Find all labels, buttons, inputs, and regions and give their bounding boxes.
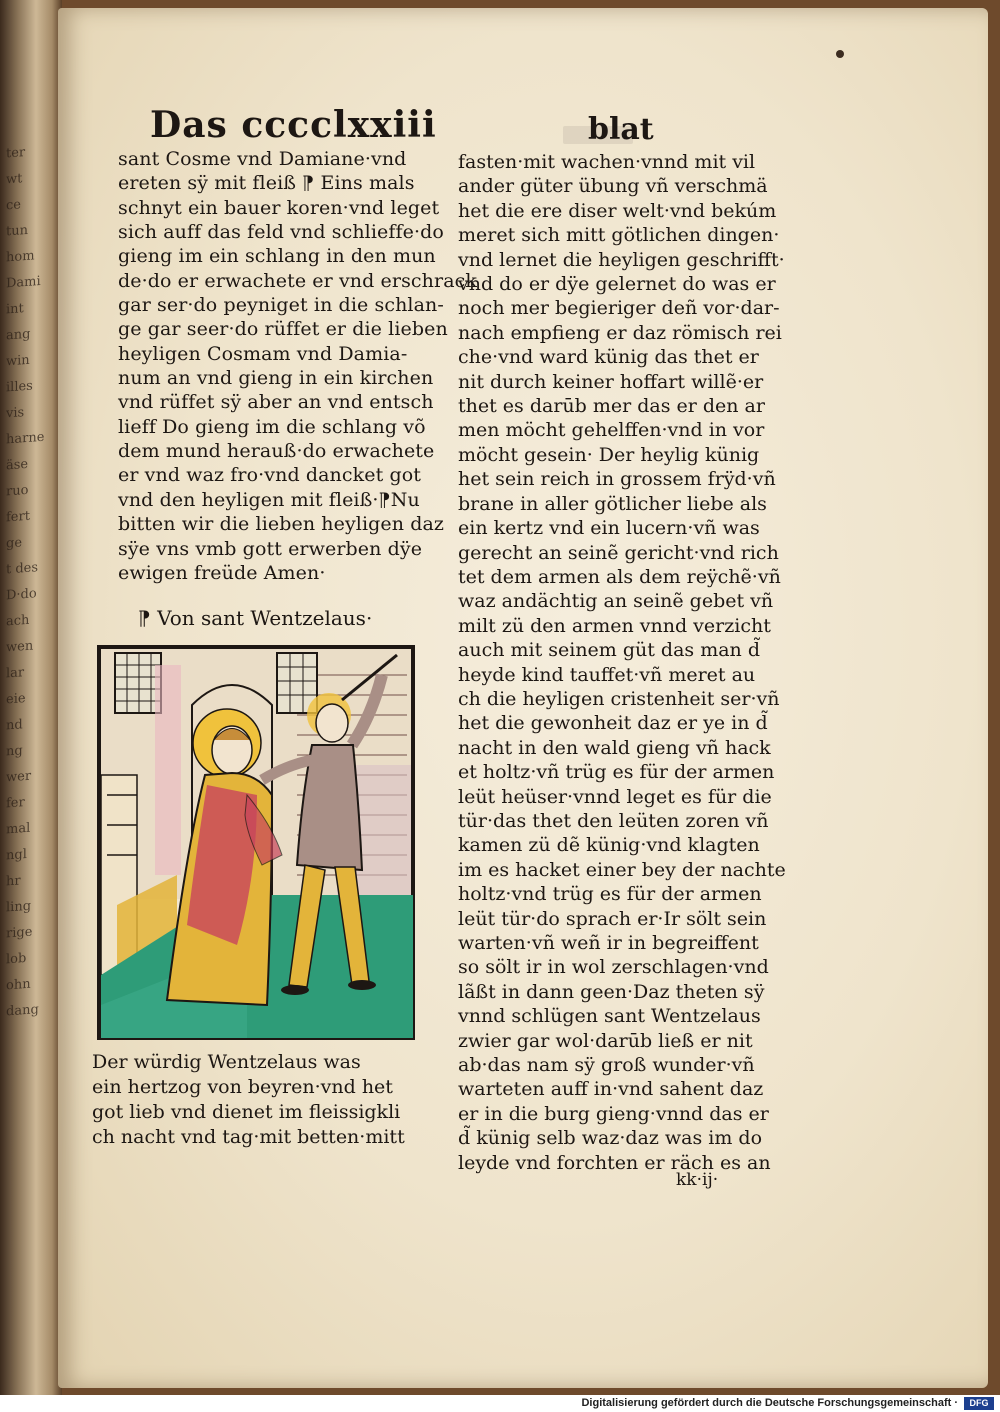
margin-fragment: ce — [6, 197, 21, 214]
text-line: gar ser·do peyniget in die schlan- — [118, 294, 444, 317]
margin-fragment: fert — [6, 508, 30, 526]
margin-fragment: nd — [6, 717, 23, 734]
text-line: warteten auff in·vnd sahent daz — [458, 1078, 764, 1101]
text-line: leüt heüser·vnnd leget es für die — [458, 785, 772, 808]
text-line: sich auff das feld vnd schlieffe·do — [118, 221, 444, 244]
text-line: im es hacket einer bey der nachte — [458, 858, 786, 881]
signature-mark: kk·ij· — [676, 1170, 719, 1190]
text-line: er vnd waz fro·vnd dancket got — [118, 464, 421, 487]
text-line: lãßt in dann geen·Daz theten sÿ — [458, 980, 765, 1003]
text-line: de·do er erwachete er vnd erschrack — [118, 269, 477, 292]
text-line: auch mit seinem güt das man d̃ — [458, 639, 760, 662]
left-text-column — [118, 147, 477, 585]
text-line: num an vnd gieng in ein kirchen — [118, 367, 434, 390]
text-line: brane in aller götlicher liebe als — [458, 492, 767, 515]
text-line: vnnd schlügen sant Wentzelaus — [458, 1005, 761, 1028]
text-line: holtz·vnd trüg es für der armen — [458, 883, 762, 906]
text-line: d̃ künig selb waz·daz was im do — [458, 1127, 763, 1150]
text-line: bitten wir die lieben heyligen daz — [118, 513, 445, 536]
text-line: lieff Do gieng im die schlang võ — [118, 415, 426, 438]
margin-fragment: int — [6, 301, 24, 318]
margin-fragment: dang — [6, 1002, 39, 1020]
text-line: leyde vnd forchten er räch es an — [458, 1151, 771, 1174]
section-heading: ⁋ Von sant Wentzelaus· — [138, 606, 373, 630]
margin-fragment: lar — [6, 665, 25, 682]
margin-fragment: win — [6, 352, 30, 370]
margin-fragment: ohn — [6, 976, 31, 994]
margin-fragment: eie — [6, 691, 26, 708]
margin-fragment: ter — [6, 145, 26, 162]
text-line: sÿe vns vmb gott erwerben dÿe — [118, 537, 423, 560]
margin-fragment: ruo — [6, 482, 29, 500]
text-line: möcht gesein· Der heylig künig — [458, 443, 760, 466]
margin-fragment: ang — [6, 326, 31, 344]
text-line: thet es darūb mer das er den ar — [458, 395, 765, 418]
margin-fragment: illes — [6, 378, 33, 396]
margin-fragment: ge — [6, 535, 23, 552]
text-line: ereten sÿ mit fleiß ⁋ Eins mals — [118, 172, 415, 195]
margin-fragment: D·do — [6, 586, 37, 604]
text-line: het die ere diser welt·vnd bekúm — [458, 199, 777, 222]
text-line: ein kertz vnd ein lucern·vñ was — [458, 517, 760, 540]
text-line: kamen zü dẽ künig·vnd klagten — [458, 834, 760, 857]
margin-fragment: t des — [6, 560, 39, 578]
running-header-blat: blat — [588, 112, 654, 147]
text-line: nacht in den wald gieng vñ hack — [458, 736, 771, 759]
text-line: het die gewonheit daz er ye in d̃ — [458, 712, 768, 735]
text-line: men möcht gehelffen·vnd in vor — [458, 419, 765, 442]
text-line: et holtz·vñ trüg es für der armen — [458, 761, 775, 784]
running-header-folio: Das cccclxxiii — [150, 104, 437, 146]
text-line: nach empfieng er daz römisch rei — [458, 321, 782, 344]
left-page-text — [6, 140, 46, 1024]
text-line: milt zü den armen vnnd verzicht — [458, 614, 771, 637]
text-line: ewigen freüde Amen· — [118, 561, 326, 584]
funding-credit: Digitalisierung gefördert durch die Deutsche Forschungsgemeinschaft · — [581, 1397, 958, 1409]
text-line: sant Cosme vnd Damiane·vnd — [118, 148, 407, 170]
text-line: che·vnd ward künig das thet er — [458, 346, 759, 369]
margin-fragment: lob — [6, 950, 27, 968]
margin-fragment: wen — [6, 638, 34, 656]
text-line: vnd rüffet sÿ aber an vnd entsch — [118, 391, 434, 414]
margin-fragment: hr — [6, 873, 21, 890]
margin-fragment: ng — [6, 743, 23, 760]
margin-fragment: mal — [6, 820, 31, 838]
margin-fragment: rige — [6, 924, 33, 942]
margin-fragment: hom — [6, 248, 35, 266]
right-text-column — [458, 150, 786, 1175]
text-line: meret sich mitt götlichen dingen· — [458, 224, 780, 247]
text-line: er in die burg gieng·vnnd das er — [458, 1102, 769, 1125]
margin-fragment: vis — [6, 405, 25, 422]
text-line: fasten·mit wachen·vnnd mit vil — [458, 151, 756, 173]
margin-fragment: ngl — [6, 846, 27, 864]
woodcut-illustration — [97, 645, 415, 1040]
text-line: ein hertzog von beyren·vnd het — [92, 1076, 393, 1098]
margin-fragment: Dami — [6, 273, 41, 292]
margin-fragment: harne — [6, 429, 45, 448]
margin-fragment: ling — [6, 898, 32, 916]
text-line: tet dem armen als dem reÿchẽ·vñ — [458, 565, 781, 588]
margin-fragment: tun — [6, 222, 28, 240]
text-line: ch die heyligen cristenheit ser·vñ — [458, 687, 780, 710]
text-line: ch nacht vnd tag·mit betten·mitt — [92, 1126, 405, 1148]
text-line: zwier gar wol·darūb ließ er nit — [458, 1029, 753, 1052]
text-line: gerecht an seinẽ gericht·vnd rich — [458, 541, 779, 564]
text-line: vnd den heyligen mit fleiß·⁋Nu — [118, 488, 420, 511]
text-line: dem mund herauß·do erwachete — [118, 440, 435, 463]
dfg-logo: DFG — [964, 1397, 994, 1410]
wormhole — [836, 50, 844, 58]
text-line: tür·das thet den leüten zoren vñ — [458, 809, 769, 832]
text-line: ab·das nam sÿ groß wunder·vñ — [458, 1054, 755, 1077]
text-line: leüt tür·do sprach er·Ir sölt sein — [458, 907, 767, 930]
left-page-edge — [0, 0, 62, 1395]
margin-fragment: ach — [6, 612, 30, 630]
margin-fragment: wer — [6, 768, 32, 786]
bottom-left-text-column — [92, 1050, 405, 1150]
margin-fragment: fer — [6, 795, 25, 812]
text-line: het sein reich in grossem frÿd·vñ — [458, 468, 776, 491]
margin-fragment: wt — [6, 171, 23, 188]
margin-fragment: äse — [6, 456, 29, 474]
text-line: so sölt ir in wol zerschlagen·vnd — [458, 956, 769, 979]
text-line: heyligen Cosmam vnd Damia- — [118, 342, 408, 365]
text-line: ander güter übung vñ verschmä — [458, 175, 768, 198]
text-line: ge gar seer·do rüffet er die lieben — [118, 318, 448, 341]
text-line: heyde kind tauffet·vñ meret au — [458, 663, 756, 686]
text-line: vnd do er dÿe gelernet do was er — [458, 273, 776, 296]
text-line: warten·vñ weñ ir in begreiffent — [458, 932, 759, 954]
text-line: schnyt ein bauer koren·vnd leget — [118, 196, 440, 219]
text-line: noch mer begieriger deñ vor·dar- — [458, 297, 780, 320]
text-line: gieng im ein schlang in den mun — [118, 245, 436, 268]
text-line: waz andächtig an seinẽ gebet vñ — [458, 590, 774, 613]
text-line: Der würdig Wentzelaus was — [92, 1051, 361, 1073]
text-line: nit durch keiner hoffart willẽ·er — [458, 370, 764, 393]
text-line: got lieb vnd dienet im fleissigkli — [92, 1101, 401, 1123]
text-line: vnd lernet die heyligen geschrifft· — [458, 248, 785, 271]
